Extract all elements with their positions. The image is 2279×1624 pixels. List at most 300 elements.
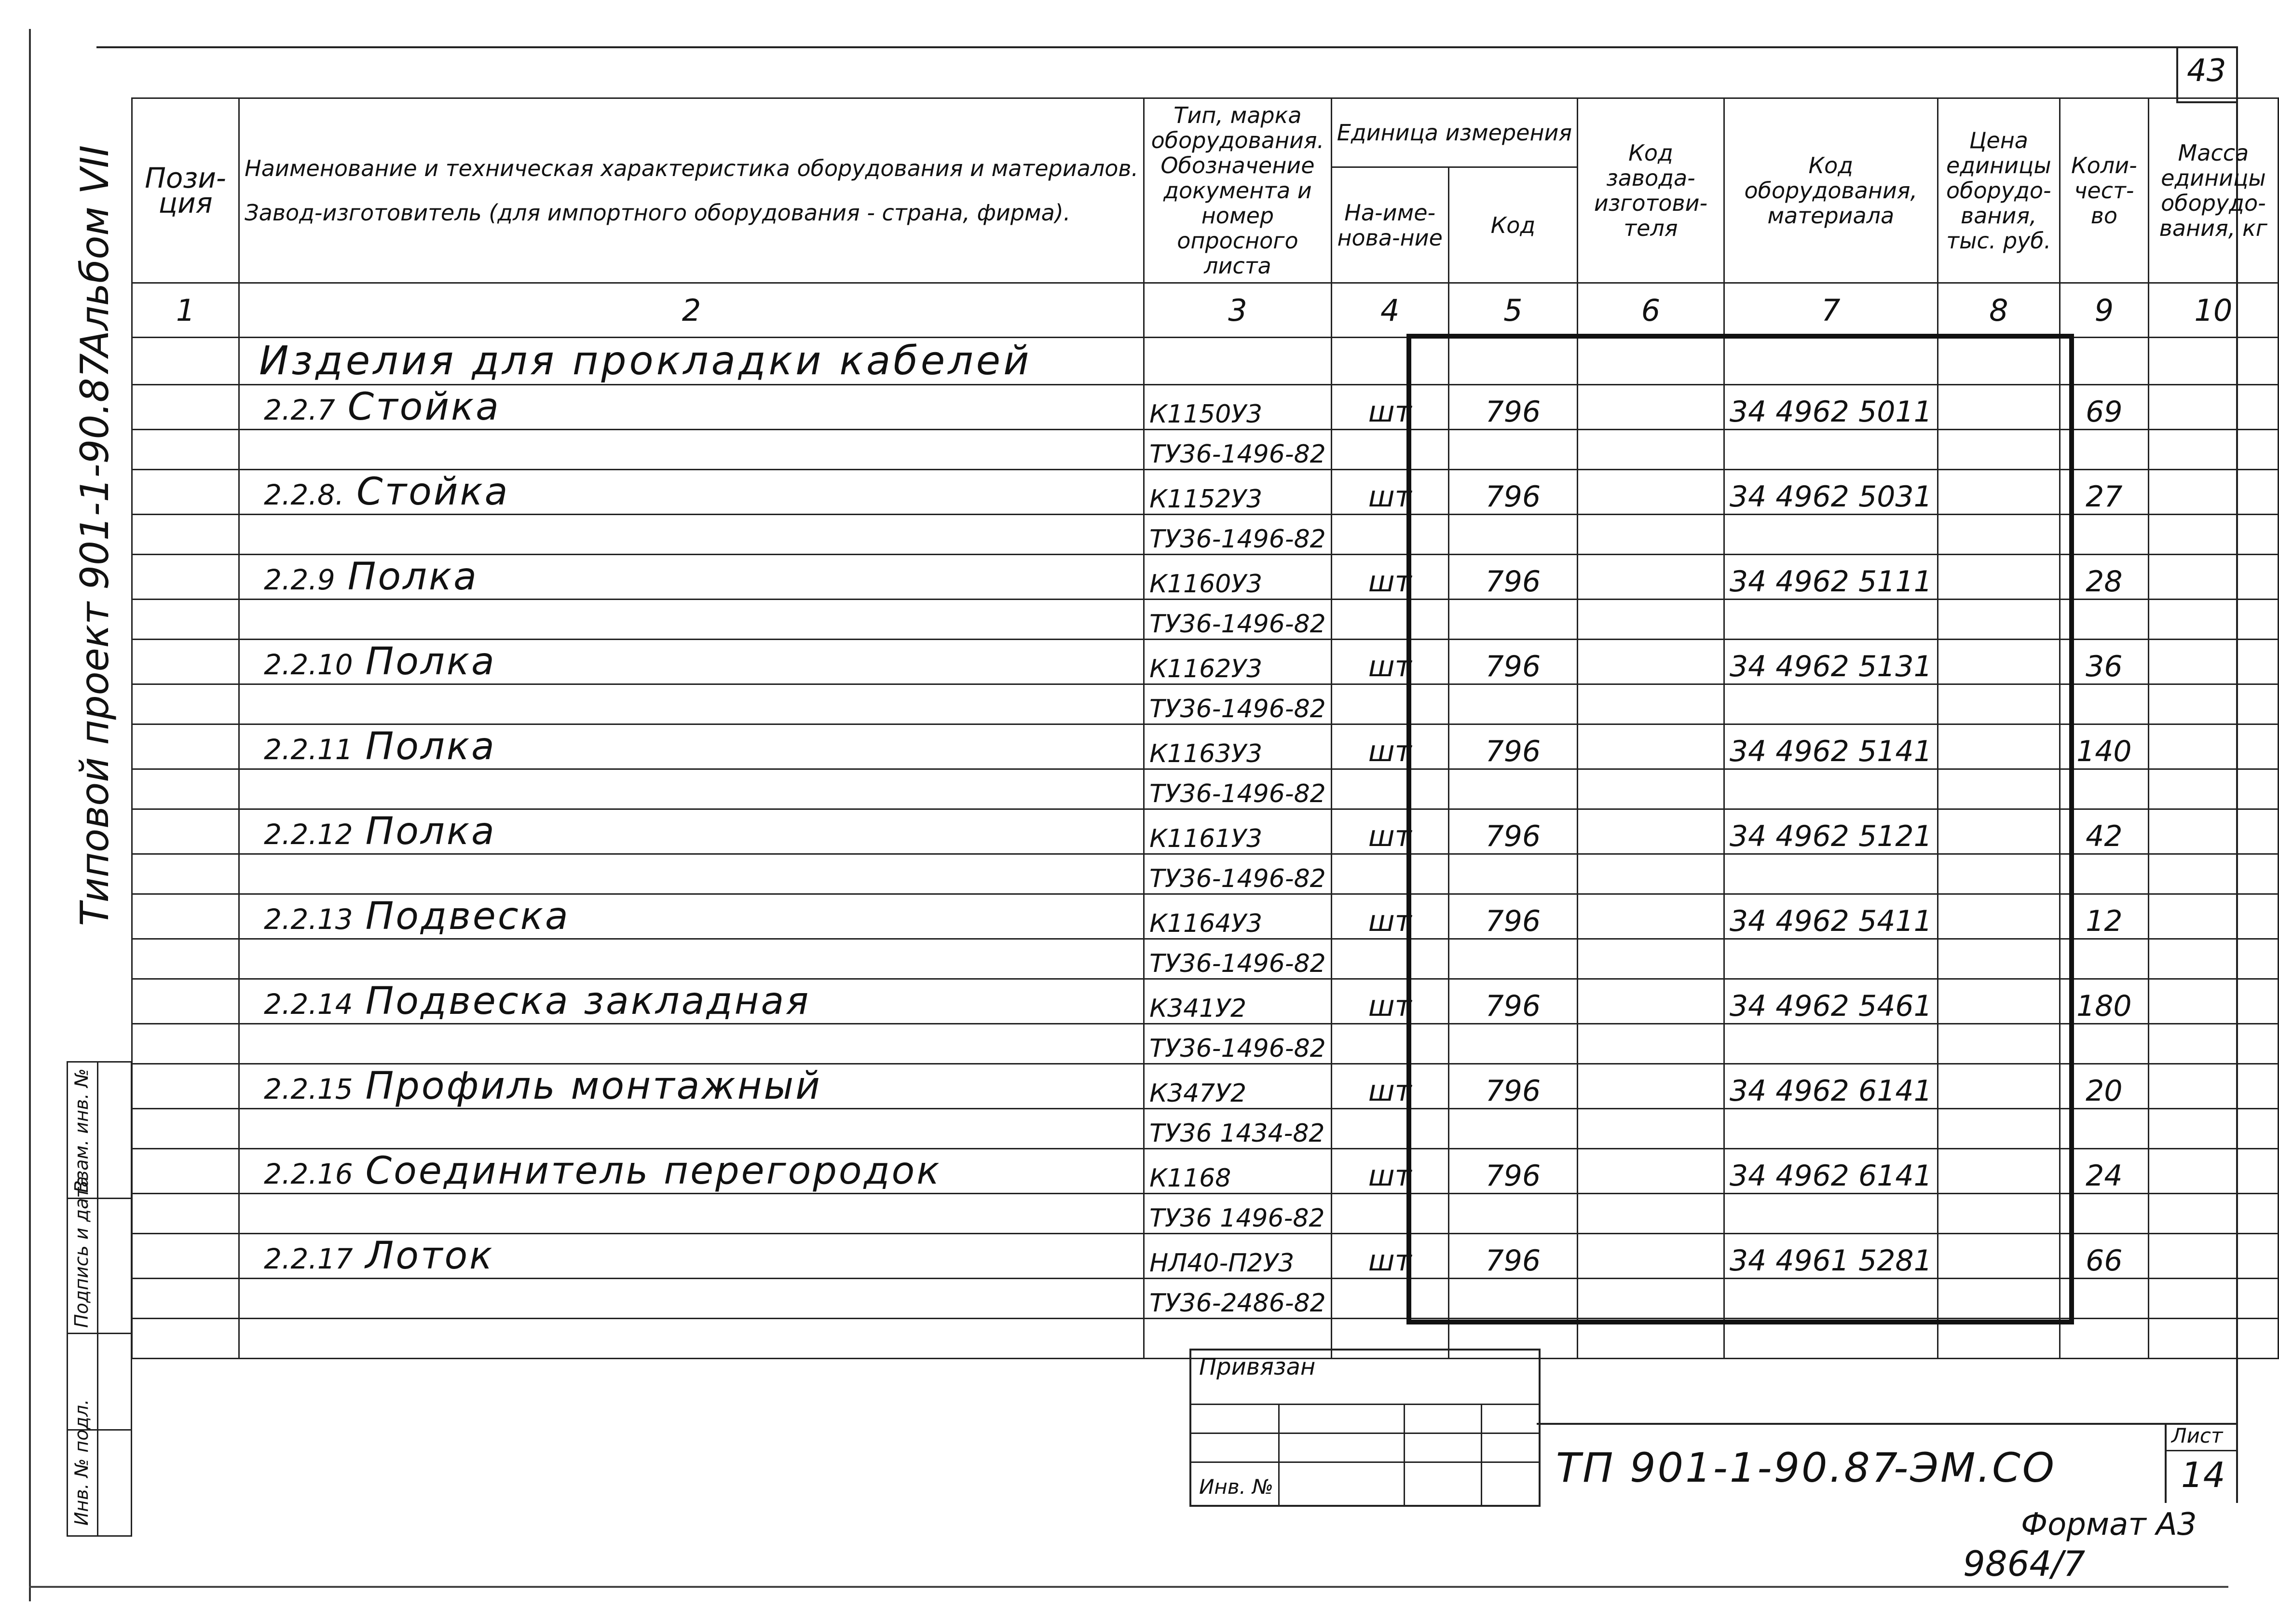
table-cell xyxy=(1578,430,1724,470)
item-mass xyxy=(2148,1064,2278,1109)
project-designation: ТП 901-1-90.87 xyxy=(1556,1444,1900,1491)
table-cell xyxy=(1448,1024,1577,1064)
column-number-row xyxy=(132,283,2279,338)
item-equipment-code: 34 4962 5141 xyxy=(1724,724,1938,769)
item-unit-code: 796 xyxy=(1448,470,1577,515)
item-manufacturer-code xyxy=(1578,640,1724,684)
table-cell xyxy=(1938,684,2060,724)
item-price xyxy=(1938,385,2060,430)
table-cell xyxy=(132,600,239,640)
header-type: Тип, марка оборудования. Обозначение документа и номер опросного листа xyxy=(1144,98,1332,283)
table-row xyxy=(132,1064,2279,1109)
item-type: К1168 xyxy=(1144,1149,1332,1194)
table-cell xyxy=(132,1024,239,1064)
table-cell xyxy=(2060,1109,2148,1149)
table-row xyxy=(132,1024,2279,1064)
table-cell xyxy=(1331,1194,1448,1234)
item-position-cell xyxy=(132,1234,239,1279)
table-cell xyxy=(1938,430,2060,470)
item-mass xyxy=(2148,555,2278,600)
item-unit: шт xyxy=(1331,385,1448,430)
item-quantity: 12 xyxy=(2060,894,2148,939)
table-row xyxy=(132,1149,2279,1194)
item-quantity: 140 xyxy=(2060,724,2148,769)
table-cell xyxy=(1331,600,1448,640)
item-unit: шт xyxy=(1331,1064,1448,1109)
table-cell xyxy=(1448,939,1577,979)
table-cell xyxy=(1331,939,1448,979)
column-number: 6 xyxy=(1578,283,1724,338)
item-equipment-code: 34 4962 5111 xyxy=(1724,555,1938,600)
format-label: Формат А3 xyxy=(2021,1507,2197,1542)
table-cell xyxy=(1724,600,1938,640)
item-document: ТУ36-1496-82 xyxy=(1144,854,1332,894)
header-name xyxy=(239,98,1144,283)
table-cell xyxy=(2060,600,2148,640)
attached-grid-h xyxy=(1191,1461,1539,1463)
item-position-cell xyxy=(132,1149,239,1194)
item-price xyxy=(1938,1234,2060,1279)
item-unit-code: 796 xyxy=(1448,979,1577,1024)
side-stamp-divider xyxy=(68,1333,131,1334)
table-cell xyxy=(2148,1109,2278,1149)
item-document: ТУ36-1496-82 xyxy=(1144,600,1332,640)
table-row xyxy=(132,640,2279,684)
header-mass: Масса единицы оборудо-вания, кг xyxy=(2148,98,2278,283)
attached-label: Привязан xyxy=(1199,1353,1316,1380)
item-name-cell xyxy=(239,979,1144,1024)
header-unit-group: Единица измерения xyxy=(1331,98,1577,167)
table-cell xyxy=(1331,1109,1448,1149)
table-row xyxy=(132,1194,2279,1234)
table-cell xyxy=(2148,430,2278,470)
column-number: 3 xyxy=(1144,283,1332,338)
item-name: Стойка xyxy=(356,470,510,514)
item-price xyxy=(1938,979,2060,1024)
item-rows xyxy=(132,385,2279,1319)
item-name-cell xyxy=(239,555,1144,600)
sheet-divider xyxy=(2167,1450,2238,1451)
item-position-cell xyxy=(132,640,239,684)
attached-grid-v xyxy=(1278,1404,1280,1505)
item-equipment-code: 34 4962 5031 xyxy=(1724,470,1938,515)
table-cell xyxy=(1448,769,1577,809)
item-equipment-code: 34 4962 5131 xyxy=(1724,640,1938,684)
table-cell xyxy=(239,1279,1144,1319)
table-cell xyxy=(1331,430,1448,470)
item-name: Подвеска xyxy=(365,895,570,938)
item-type: НЛ40-П2У3 xyxy=(1144,1234,1332,1279)
side-album-label: Альбом VII xyxy=(72,145,117,357)
item-mass xyxy=(2148,470,2278,515)
item-price xyxy=(1938,1064,2060,1109)
item-equipment-code: 34 4962 6141 xyxy=(1724,1064,1938,1109)
table-row xyxy=(132,854,2279,894)
table-cell xyxy=(239,1024,1144,1064)
item-document: ТУ36 1496-82 xyxy=(1144,1194,1332,1234)
sheet-label: Лист xyxy=(2171,1424,2223,1447)
item-manufacturer-code xyxy=(1578,979,1724,1024)
table-cell xyxy=(1448,854,1577,894)
table-cell xyxy=(1448,1109,1577,1149)
item-price xyxy=(1938,640,2060,684)
item-name: Профиль монтажный xyxy=(365,1064,822,1108)
table-cell xyxy=(1578,684,1724,724)
item-quantity: 42 xyxy=(2060,809,2148,854)
table-row xyxy=(132,470,2279,515)
column-number: 7 xyxy=(1724,283,1938,338)
table-row xyxy=(132,979,2279,1024)
table-cell xyxy=(2060,515,2148,555)
item-manufacturer-code xyxy=(1578,809,1724,854)
page-number-box xyxy=(2176,48,2238,103)
table-cell xyxy=(239,1194,1144,1234)
table-cell xyxy=(1448,515,1577,555)
table-cell xyxy=(2060,1024,2148,1064)
item-quantity: 20 xyxy=(2060,1064,2148,1109)
table-cell xyxy=(1578,769,1724,809)
frame-left-line xyxy=(29,29,31,1601)
item-name-cell xyxy=(239,724,1144,769)
item-equipment-code: 34 4962 5121 xyxy=(1724,809,1938,854)
item-name: Полка xyxy=(365,725,496,768)
item-number: 2.2.17 xyxy=(264,1242,353,1275)
inventory-number-label: Инв. № xyxy=(1199,1475,1274,1499)
header-price: Цена единицы оборудо-вания, тыс. руб. xyxy=(1938,98,2060,283)
table-cell xyxy=(1578,1109,1724,1149)
table-cell xyxy=(132,684,239,724)
item-position-cell xyxy=(132,385,239,430)
document-number: 9864/7 xyxy=(1963,1543,2086,1584)
title-stamp xyxy=(1537,1423,2236,1505)
item-unit-code: 796 xyxy=(1448,1234,1577,1279)
item-type: К1161У3 xyxy=(1144,809,1332,854)
table-cell xyxy=(2148,769,2278,809)
item-number: 2.2.10 xyxy=(264,648,353,681)
item-unit-code: 796 xyxy=(1448,555,1577,600)
table-row xyxy=(132,1109,2279,1149)
item-number: 2.2.12 xyxy=(264,818,353,851)
item-name-cell xyxy=(239,1234,1144,1279)
table-cell xyxy=(132,515,239,555)
item-unit: шт xyxy=(1331,470,1448,515)
item-mass xyxy=(2148,809,2278,854)
table-row xyxy=(132,385,2279,430)
table-cell xyxy=(1724,1194,1938,1234)
table-cell xyxy=(2060,1279,2148,1319)
table-cell xyxy=(1578,1279,1724,1319)
table-cell xyxy=(2060,939,2148,979)
table-cell xyxy=(1448,600,1577,640)
item-unit-code: 796 xyxy=(1448,1149,1577,1194)
item-quantity: 180 xyxy=(2060,979,2148,1024)
item-document: ТУ36-1496-82 xyxy=(1144,1024,1332,1064)
table-cell xyxy=(2060,854,2148,894)
attached-stamp xyxy=(1189,1349,1541,1507)
item-quantity: 66 xyxy=(2060,1234,2148,1279)
side-project-label: Типовой проект 901-1-90.87 xyxy=(72,353,117,926)
section-row xyxy=(132,338,2279,385)
item-document: ТУ36-1496-82 xyxy=(1144,939,1332,979)
item-number: 2.2.7 xyxy=(264,394,335,426)
table-row xyxy=(132,684,2279,724)
item-position-cell xyxy=(132,555,239,600)
item-type: К1152У3 xyxy=(1144,470,1332,515)
item-manufacturer-code xyxy=(1578,1149,1724,1194)
table-cell xyxy=(1724,684,1938,724)
table-cell xyxy=(239,769,1144,809)
table-cell xyxy=(1578,600,1724,640)
item-manufacturer-code xyxy=(1578,1064,1724,1109)
column-number: 9 xyxy=(2060,283,2148,338)
table-cell xyxy=(2060,1194,2148,1234)
item-name: Лоток xyxy=(365,1234,494,1278)
table-row xyxy=(132,430,2279,470)
table-cell xyxy=(1938,1279,2060,1319)
item-equipment-code: 34 4962 6141 xyxy=(1724,1149,1938,1194)
table-cell xyxy=(239,600,1144,640)
table-cell xyxy=(1938,939,2060,979)
item-name-cell xyxy=(239,1064,1144,1109)
table-cell xyxy=(1578,1194,1724,1234)
table-cell xyxy=(1724,515,1938,555)
frame-bottom-line xyxy=(29,1586,2228,1588)
item-type: К341У2 xyxy=(1144,979,1332,1024)
table-cell xyxy=(1938,600,2060,640)
side-stamp-label-inventory: Инв. № подл. xyxy=(71,1399,92,1526)
item-quantity: 69 xyxy=(2060,385,2148,430)
table-row xyxy=(132,809,2279,854)
item-name: Полка xyxy=(365,640,496,683)
table-cell xyxy=(2060,430,2148,470)
sheet-number: 14 xyxy=(2181,1455,2225,1495)
item-unit: шт xyxy=(1331,724,1448,769)
table-cell xyxy=(2148,1194,2278,1234)
item-mass xyxy=(2148,385,2278,430)
table-cell xyxy=(1938,1024,2060,1064)
table-row xyxy=(132,894,2279,939)
item-document: ТУ36-1496-82 xyxy=(1144,684,1332,724)
item-quantity: 36 xyxy=(2060,640,2148,684)
table-row xyxy=(132,1234,2279,1279)
item-mass xyxy=(2148,724,2278,769)
table-row xyxy=(132,1279,2279,1319)
table-cell xyxy=(132,939,239,979)
item-name: Полка xyxy=(365,810,496,853)
item-mass xyxy=(2148,1234,2278,1279)
item-unit-code: 796 xyxy=(1448,724,1577,769)
table-cell xyxy=(2148,939,2278,979)
item-manufacturer-code xyxy=(1578,385,1724,430)
table-cell xyxy=(132,430,239,470)
frame-top-line xyxy=(96,46,2238,48)
item-type: К1163У3 xyxy=(1144,724,1332,769)
item-number: 2.2.15 xyxy=(264,1073,353,1105)
table-row xyxy=(132,939,2279,979)
table-cell xyxy=(132,1194,239,1234)
table-cell xyxy=(1724,430,1938,470)
page-number: 43 xyxy=(2187,53,2226,89)
table-row xyxy=(132,515,2279,555)
table-cell xyxy=(2148,1279,2278,1319)
table-cell xyxy=(1448,1279,1577,1319)
item-mass xyxy=(2148,1149,2278,1194)
item-number: 2.2.8. xyxy=(264,478,344,511)
item-number: 2.2.11 xyxy=(264,733,353,766)
item-name: Стойка xyxy=(347,385,501,429)
item-price xyxy=(1938,1149,2060,1194)
table-row xyxy=(132,769,2279,809)
item-unit-code: 796 xyxy=(1448,385,1577,430)
item-position-cell xyxy=(132,724,239,769)
table-cell xyxy=(1938,1194,2060,1234)
item-equipment-code: 34 4962 5411 xyxy=(1724,894,1938,939)
table-cell xyxy=(1578,1024,1724,1064)
side-stamp-vline xyxy=(97,1063,98,1535)
item-number: 2.2.13 xyxy=(264,903,353,936)
column-number: 5 xyxy=(1448,283,1577,338)
header-manufacturer-code: Код завода-изготови-теля xyxy=(1578,98,1724,283)
table-cell xyxy=(1331,515,1448,555)
header-unit-code: Код xyxy=(1448,167,1577,283)
item-position-cell xyxy=(132,1064,239,1109)
table-cell xyxy=(239,430,1144,470)
item-unit: шт xyxy=(1331,894,1448,939)
column-number: 8 xyxy=(1938,283,2060,338)
item-position-cell xyxy=(132,470,239,515)
table-cell xyxy=(2148,515,2278,555)
table-cell xyxy=(239,854,1144,894)
item-type: К1160У3 xyxy=(1144,555,1332,600)
item-type: К347У2 xyxy=(1144,1064,1332,1109)
item-name-cell xyxy=(239,470,1144,515)
item-unit: шт xyxy=(1331,640,1448,684)
item-quantity: 28 xyxy=(2060,555,2148,600)
header-row xyxy=(132,98,2279,167)
table-cell xyxy=(2148,854,2278,894)
item-name-cell xyxy=(239,385,1144,430)
table-cell xyxy=(132,1279,239,1319)
table-cell xyxy=(1578,515,1724,555)
header-unit-name: На-име-нова-ние xyxy=(1331,167,1448,283)
table-cell xyxy=(2148,600,2278,640)
table-cell xyxy=(1724,1109,1938,1149)
item-mass xyxy=(2148,894,2278,939)
specification-table xyxy=(131,97,2279,1359)
item-manufacturer-code xyxy=(1578,1234,1724,1279)
table-cell xyxy=(239,515,1144,555)
table-cell xyxy=(1448,430,1577,470)
item-name-cell xyxy=(239,1149,1144,1194)
section-title: Изделия для прокладки кабелей xyxy=(239,338,1144,385)
item-equipment-code: 34 4962 5011 xyxy=(1724,385,1938,430)
item-price xyxy=(1938,894,2060,939)
item-manufacturer-code xyxy=(1578,555,1724,600)
item-type: К1162У3 xyxy=(1144,640,1332,684)
item-document: ТУ36-2486-82 xyxy=(1144,1279,1332,1319)
header-name-line2: Завод-изготовитель (для импортного оборудования - страна, фирма). xyxy=(245,200,1071,226)
item-name: Соединитель перегородок xyxy=(365,1149,942,1193)
item-quantity: 27 xyxy=(2060,470,2148,515)
table-cell xyxy=(239,1109,1144,1149)
header-name-line1: Наименование и техническая характеристика оборудования и материалов. xyxy=(245,155,1139,181)
document-suffix: -ЭМ.СО xyxy=(1894,1444,2056,1491)
item-document: ТУ36-1496-82 xyxy=(1144,430,1332,470)
table-cell xyxy=(1724,769,1938,809)
table-cell xyxy=(1448,1194,1577,1234)
table-cell xyxy=(2148,1024,2278,1064)
item-unit: шт xyxy=(1331,979,1448,1024)
table-cell xyxy=(239,684,1144,724)
table-cell xyxy=(132,769,239,809)
attached-grid-v xyxy=(1404,1404,1405,1505)
table-cell xyxy=(132,854,239,894)
column-number: 4 xyxy=(1331,283,1448,338)
item-position-cell xyxy=(132,809,239,854)
header-equipment-code: Код оборудования, материала xyxy=(1724,98,1938,283)
item-price xyxy=(1938,809,2060,854)
item-name: Полка xyxy=(347,555,478,599)
table-cell xyxy=(1724,1024,1938,1064)
table-cell xyxy=(1448,684,1577,724)
table-cell xyxy=(1938,769,2060,809)
item-document: ТУ36-1496-82 xyxy=(1144,515,1332,555)
item-mass xyxy=(2148,979,2278,1024)
side-stamp-label-replace: Взам. инв. № xyxy=(71,1068,92,1193)
sheet-stamp xyxy=(2165,1423,2238,1503)
item-unit-code: 796 xyxy=(1448,894,1577,939)
attached-grid-h xyxy=(1191,1433,1539,1434)
item-price xyxy=(1938,470,2060,515)
attached-grid-v xyxy=(1481,1404,1482,1505)
table-row xyxy=(132,600,2279,640)
table-cell xyxy=(1724,854,1938,894)
item-unit-code: 796 xyxy=(1448,809,1577,854)
table-cell xyxy=(2148,684,2278,724)
side-stamp xyxy=(67,1061,132,1537)
table-cell xyxy=(1724,1279,1938,1319)
item-number: 2.2.9 xyxy=(264,563,335,596)
table-cell xyxy=(1578,939,1724,979)
column-number: 2 xyxy=(239,283,1144,338)
table-cell xyxy=(1331,854,1448,894)
table-cell xyxy=(1938,1109,2060,1149)
item-unit: шт xyxy=(1331,809,1448,854)
item-name: Подвеска закладная xyxy=(365,980,811,1023)
item-equipment-code: 34 4962 5461 xyxy=(1724,979,1938,1024)
table-cell xyxy=(1331,769,1448,809)
item-document: ТУ36-1496-82 xyxy=(1144,769,1332,809)
item-equipment-code: 34 4961 5281 xyxy=(1724,1234,1938,1279)
column-number: 1 xyxy=(132,283,239,338)
item-quantity: 24 xyxy=(2060,1149,2148,1194)
item-type: К1150У3 xyxy=(1144,385,1332,430)
item-price xyxy=(1938,724,2060,769)
header-position: Пози- ция xyxy=(132,98,239,283)
item-unit: шт xyxy=(1331,1149,1448,1194)
table-cell xyxy=(1578,854,1724,894)
table-cell xyxy=(1331,1279,1448,1319)
side-stamp-label-signature: Подпись и дата xyxy=(71,1176,92,1328)
column-number: 10 xyxy=(2148,283,2278,338)
table-cell xyxy=(1331,1024,1448,1064)
item-name-cell xyxy=(239,640,1144,684)
item-number: 2.2.14 xyxy=(264,988,353,1021)
item-name-cell xyxy=(239,894,1144,939)
table-cell xyxy=(2060,769,2148,809)
table-cell xyxy=(1938,854,2060,894)
item-unit-code: 796 xyxy=(1448,640,1577,684)
